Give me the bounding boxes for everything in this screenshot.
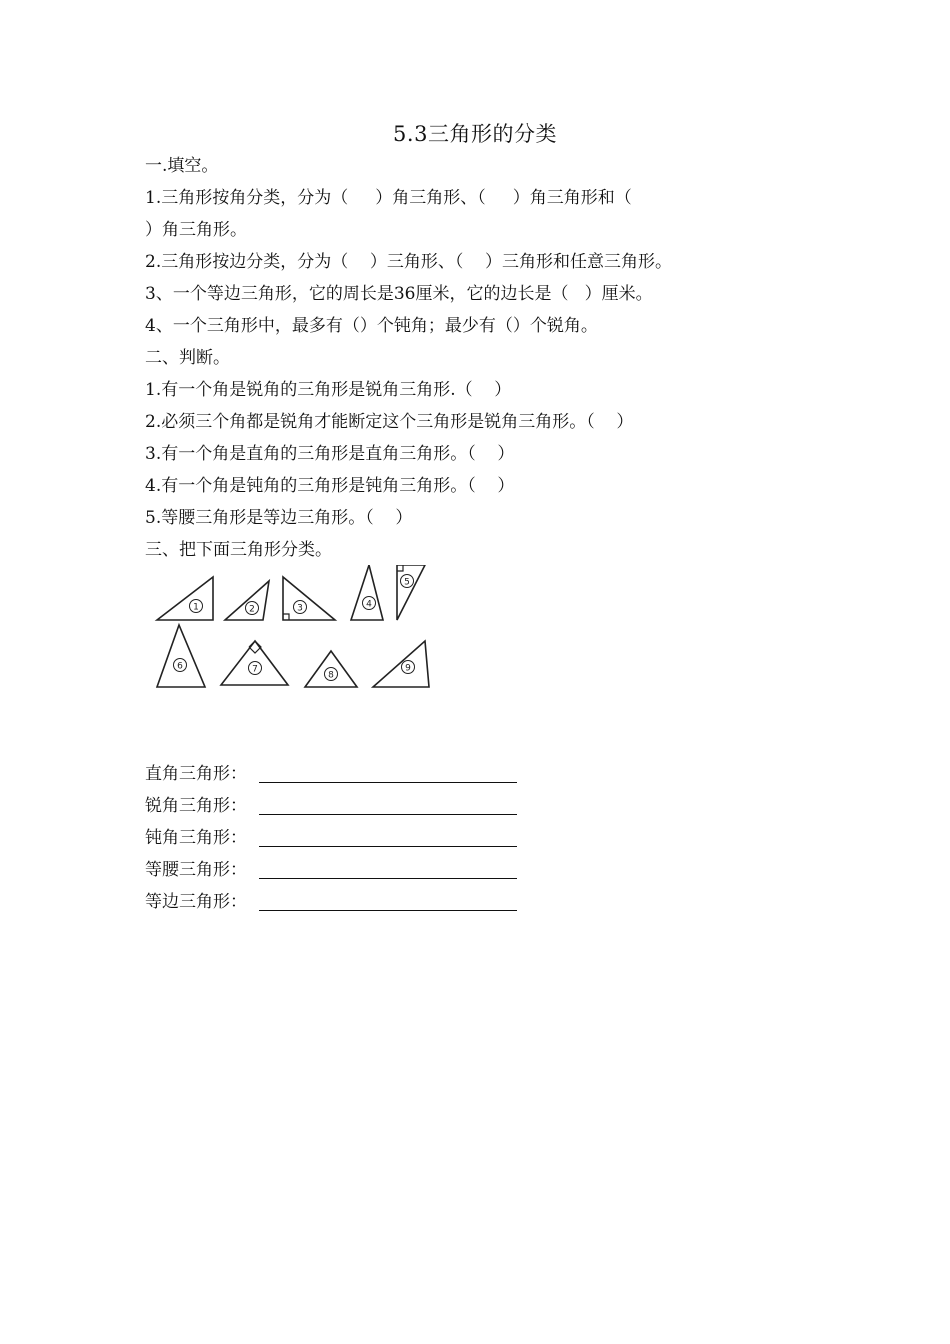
page-title: 5.3三角形的分类	[393, 122, 557, 146]
answer-label-obtuse: 钝角三角形：	[145, 828, 247, 848]
triangle-label-7: 7⑦	[252, 664, 258, 675]
triangle-9	[373, 641, 429, 687]
fill-question-3: 3、一个等边三角形，它的周长是36厘米，它的边长是（ ）厘米。	[145, 284, 653, 304]
answer-label-isosceles: 等腰三角形：	[145, 860, 247, 880]
triangles-figure	[145, 565, 445, 695]
judge-question-3: 3.有一个角是直角的三角形是直角三角形。（ ）	[145, 444, 515, 464]
fill-question-1-line2: ）角三角形。	[145, 220, 247, 240]
triangle-4	[351, 565, 383, 620]
triangle-label-4: 4④	[366, 599, 372, 610]
fill-question-1-line1: 1.三角形按角分类，分为（ ）角三角形、（ ）角三角形和（	[145, 188, 632, 208]
answer-blank-isosceles[interactable]	[259, 878, 517, 879]
fill-question-4: 4、一个三角形中，最多有（）个钝角；最少有（）个锐角。	[145, 316, 598, 336]
triangle-5	[397, 565, 425, 620]
answer-blank-right[interactable]	[259, 782, 517, 783]
answer-label-equilateral: 等边三角形：	[145, 892, 247, 912]
right-angle-mark-5	[397, 565, 403, 571]
fill-question-2: 2.三角形按边分类，分为（ ）三角形、（ ）三角形和任意三角形。	[145, 252, 672, 272]
answer-label-right: 直角三角形：	[145, 764, 247, 784]
triangle-3	[283, 577, 335, 620]
triangle-label-2: 2②	[249, 604, 255, 615]
answer-row-acute	[145, 794, 247, 818]
triangle-label-5: 5⑤	[404, 577, 410, 588]
triangle-label-1: 1①	[193, 602, 199, 613]
answer-row-right	[145, 762, 247, 786]
judge-question-4: 4.有一个角是钝角的三角形是钝角三角形。（ ）	[145, 476, 515, 496]
triangle-label-3: 3③	[297, 603, 303, 614]
triangle-label-6: 6⑥	[177, 661, 183, 672]
judge-question-1: 1.有一个角是锐角的三角形是锐角三角形.（ ）	[145, 380, 512, 400]
triangle-1	[157, 577, 213, 620]
triangle-8	[305, 651, 357, 687]
answer-row-equilateral	[145, 890, 247, 914]
answer-blank-acute[interactable]	[259, 814, 517, 815]
section2-heading: 二、判断。	[145, 348, 230, 368]
triangle-7	[221, 641, 288, 685]
triangle-label-9: 9⑨	[405, 663, 411, 674]
judge-question-2: 2.必须三个角都是锐角才能断定这个三角形是锐角三角形。（ ）	[145, 412, 634, 432]
answer-row-obtuse	[145, 826, 247, 850]
answer-row-isosceles	[145, 858, 247, 882]
answer-label-acute: 锐角三角形：	[145, 796, 247, 816]
answer-blank-obtuse[interactable]	[259, 846, 517, 847]
right-angle-mark-3	[283, 614, 289, 620]
triangle-6	[157, 625, 205, 687]
triangle-label-8: 8⑧	[328, 670, 334, 681]
section1-heading: 一.填空。	[145, 156, 219, 176]
judge-question-5: 5.等腰三角形是等边三角形。（ ）	[145, 508, 413, 528]
section3-heading: 三、把下面三角形分类。	[145, 540, 332, 560]
triangle-2	[225, 581, 269, 620]
answer-blank-equilateral[interactable]	[259, 910, 517, 911]
